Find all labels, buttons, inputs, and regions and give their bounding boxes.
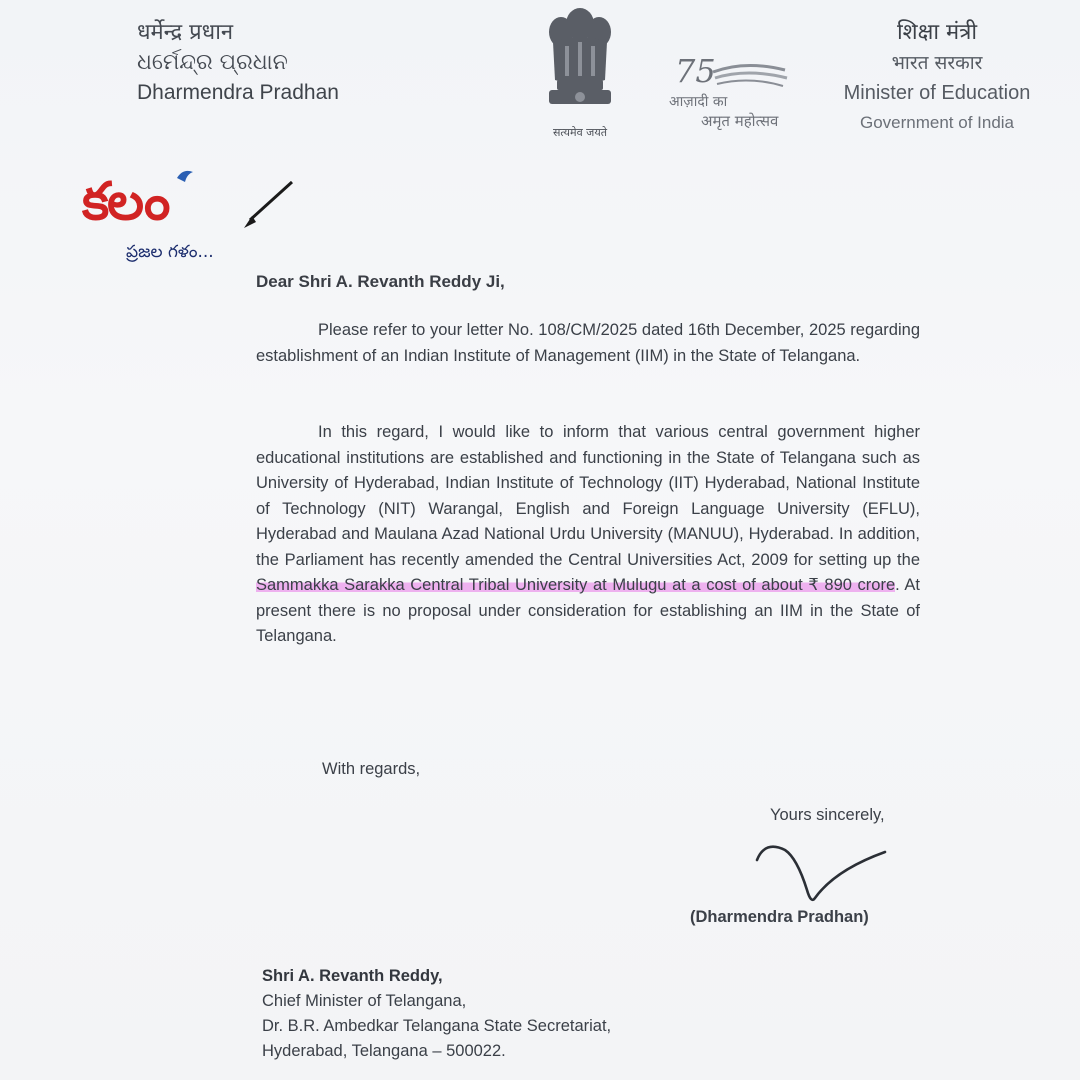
azadi-mahotsav-logo (665, 48, 805, 133)
kalam-brand-logo (80, 172, 255, 272)
name-english: Dharmendra Pradhan (137, 81, 339, 104)
regards-line: With regards, (322, 760, 421, 778)
addressee-line-3: Hyderabad, Telangana – 500022. (262, 1042, 506, 1060)
salutation: Dear Shri A. Revanth Reddy Ji, (256, 272, 505, 291)
name-odia: ଧର୍ମେନ୍ଦ୍ର ପ୍ରଧାନ (137, 50, 288, 75)
addressee-line-1: Chief Minister of Telangana, (262, 992, 467, 1010)
letterhead-name-block (137, 18, 339, 108)
title-english: Minister of Education (843, 82, 1031, 104)
addressee-block (262, 964, 611, 1064)
paragraph-1: Please refer to your letter No. 108/CM/2025 dated 16th December, 2025 regarding establishment of an Indian Institute of Management (IIM) in the State of Telangana. (256, 321, 920, 365)
paragraph-2-text-end: . At present there is no proposal under consideration for establishing an IIM in the State of Telangana. (256, 576, 920, 645)
signatory-name: (Dharmendra Pradhan) (690, 908, 869, 926)
azadi-line2: अमृत महोत्सव (701, 112, 779, 130)
title-hindi: शिक्षा मंत्री (896, 20, 978, 45)
name-hindi: धर्मेन्द्र प्रधान (137, 20, 234, 45)
highlighted-text: Sammakka Sarakka Central Tribal University at Mulugu at a cost of about ₹ 890 crore (256, 576, 896, 594)
national-emblem-icon (535, 2, 625, 140)
brand-tagline: ప్రజల గళం... (126, 242, 214, 262)
govt-hindi: भारत सरकार (891, 52, 983, 74)
paragraph-2 (256, 420, 920, 650)
azadi-line1: आज़ादी का (669, 94, 728, 110)
emblem-motto: सत्यमेव जयते (552, 126, 608, 139)
govt-english: Government of India (859, 113, 1015, 132)
brand-wordmark: కలం (82, 172, 169, 232)
letterhead-title-block (832, 18, 1042, 138)
azadi-number: 75 (675, 52, 716, 90)
bird-icon (175, 166, 195, 184)
addressee-line-2: Dr. B.R. Ambedkar Telangana State Secretariat, (262, 1017, 612, 1035)
handwritten-signature (745, 830, 895, 915)
pen-nib-icon (242, 176, 297, 231)
closing-line: Yours sincerely, (770, 806, 885, 824)
paragraph-2-text-start: In this regard, I would like to inform that various central government higher educational institutions are established and functioning in the State of Telangana such as University of Hyderabad, Indian Institute of Technology (IIT) Hyderabad, National Institute of Technology (NIT) Warangal, English and Foreign Language University (EFLU), Hyderabad and Maulana Azad National Urdu University (MANUU), Hyderabad. In addition, the Parliament has recently amended the Central Universities Act, 2009 for setting up the (256, 423, 920, 569)
addressee-name: Shri A. Revanth Reddy, (262, 967, 443, 985)
